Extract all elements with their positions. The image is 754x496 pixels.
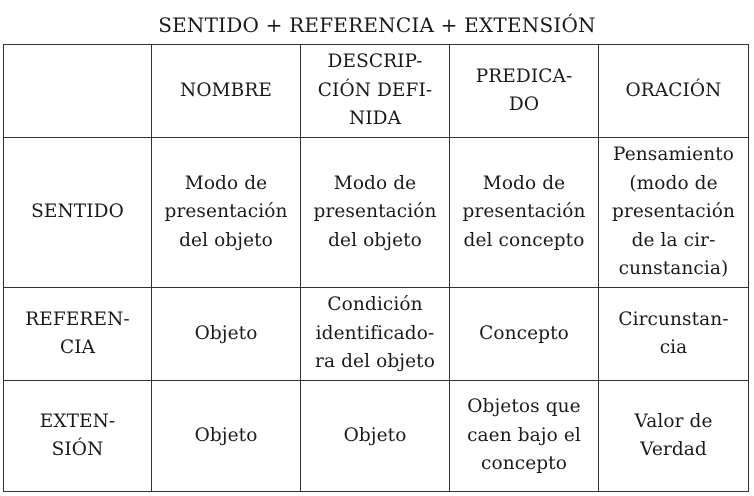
column-header-nombre: NOMBRE [152,45,301,138]
table-cell: Objeto [152,288,301,381]
table-cell: Circunstan- cia [599,288,749,381]
table-cell: Condición identificado- ra del objeto [301,288,450,381]
table-title: SENTIDO + REFERENCIA + EXTENSIÓN [158,13,596,37]
row-header-extension: EXTEN- SIÓN [4,381,152,492]
column-header-descripcion-definida: DESCRIP- CIÓN DEFI- NIDA [301,45,450,138]
table-cell: Modo de presentación del objeto [152,138,301,288]
column-header-oracion: ORACIÓN [599,45,749,138]
table-cell: Valor de Verdad [599,381,749,492]
row-header-referencia: REFEREN- CIA [4,288,152,381]
table-cell: Pensamiento (modo de presentación de la cir- cunstancia) [599,138,749,288]
semantics-table [3,44,749,492]
table-row-sentido [4,138,749,288]
table-cell: Modo de presentación del concepto [450,138,599,288]
column-header-predicado: PREDICA- DO [450,45,599,138]
row-header-sentido: SENTIDO [4,138,152,288]
corner-cell [4,45,152,138]
table-row-referencia [4,288,749,381]
table-cell: Concepto [450,288,599,381]
table-cell: Objeto [152,381,301,492]
table-row-extension [4,381,749,492]
table-cell: Modo de presentación del objeto [301,138,450,288]
table-cell: Objeto [301,381,450,492]
header-row [4,45,749,138]
table-cell: Objetos que caen bajo el concepto [450,381,599,492]
